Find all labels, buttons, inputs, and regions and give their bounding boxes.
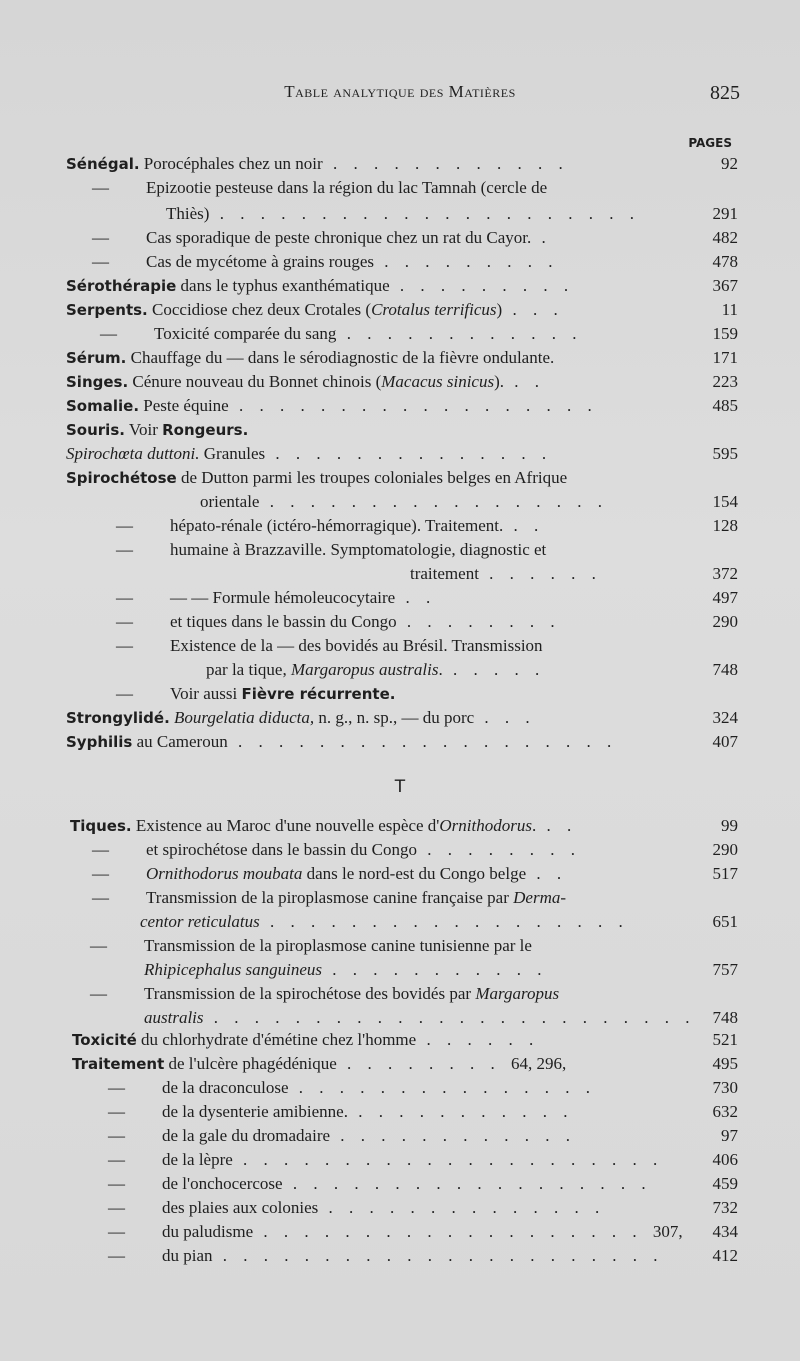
leader-dots: . . . . . . . . . . . . [336, 324, 583, 343]
entry-body: dans le typhus exanthématique [176, 276, 390, 295]
leader-dots: . . [395, 588, 437, 607]
entry-body: de la dysenterie amibienne. [162, 1102, 348, 1121]
index-entry [0, 466, 738, 489]
leader-dots: . . . . . . . . . . . . [322, 154, 569, 173]
page-ref: 159 [712, 324, 738, 343]
index-entry [0, 298, 738, 321]
entry-body: Voir [124, 420, 163, 439]
index-entry [0, 610, 738, 633]
entry-body: humaine à Brazzaville. Symptomatologie, diagnostic et [170, 540, 547, 559]
page-ref: 748 [712, 1008, 738, 1027]
entry-text [162, 1124, 576, 1147]
ditto-dash: — [92, 252, 109, 271]
ditto-dash: — [116, 636, 133, 655]
entry-text [66, 706, 536, 729]
page-ref: 757 [712, 960, 738, 979]
leader-dots: . . . . . . . . . [374, 252, 559, 271]
ditto-dash: — [116, 684, 133, 703]
leader-dots: . . [503, 516, 545, 535]
index-entry [0, 490, 738, 513]
index-entry [0, 1196, 738, 1219]
entry-text [170, 538, 546, 561]
leader-dots: . . . . . . . . . . . . . . . . . . [259, 912, 629, 931]
index-entry [0, 1028, 738, 1051]
entry-body: Epizootie pesteuse dans la région du lac Tamnah (cercle de [146, 178, 548, 197]
page-ref: 412 [712, 1246, 738, 1265]
page-ref: 732 [712, 1198, 738, 1217]
entry-text [146, 838, 581, 861]
section-letter: T [394, 777, 406, 797]
entry-body: Cénure nouveau du Bonnet chinois ( [128, 372, 382, 391]
ditto-dash: — [92, 864, 109, 883]
index-entry [0, 274, 738, 297]
page-ref: 478 [712, 252, 738, 271]
entry-body: de la gale du dromadaire [162, 1126, 331, 1145]
page-ref: 291 [712, 204, 738, 223]
entry-text [146, 886, 566, 909]
index-entry [0, 1100, 738, 1123]
entry-text [162, 1100, 573, 1123]
entry-keyword: Sérothérapie [66, 277, 177, 295]
ditto-dash: — [108, 1102, 125, 1121]
leader-dots: . [531, 228, 552, 247]
entry-body: Coccidiose chez deux Crotales ( [147, 300, 372, 319]
page-ref: 11 [721, 300, 738, 319]
page-ref: 406 [712, 1150, 738, 1169]
entry-text [66, 466, 567, 489]
leader-dots: . . . . . . . . . . . [322, 960, 548, 979]
index-entry [0, 838, 738, 861]
index-entry [0, 1148, 738, 1171]
entry-text [162, 1172, 652, 1195]
page-ref: 367 [712, 276, 738, 295]
index-entry [0, 152, 738, 175]
entry-body: — — Formule hémoleucocytaire [170, 588, 396, 607]
entry-text [146, 250, 559, 273]
index-entry [0, 958, 738, 981]
page-ref: 407 [712, 732, 738, 751]
ditto-dash: — [116, 540, 133, 559]
entry-body: Transmission de la piroplasmose canine française par [146, 888, 514, 907]
page-ref: 290 [712, 612, 738, 631]
entry-keyword: Somalie. [66, 397, 140, 415]
page-ref: 97 [721, 1126, 738, 1145]
page-ref: 748 [712, 660, 738, 679]
index-entry [0, 1076, 738, 1099]
index-entry [0, 418, 738, 441]
index-entry [0, 706, 738, 729]
index-entry [0, 586, 738, 609]
leader-dots: . . . . . [442, 660, 546, 679]
entry-text [66, 442, 552, 465]
leader-dots: . . . . . . . . . . . . . . . . . . [228, 396, 598, 415]
entry-text [162, 1196, 605, 1219]
entry-body: du paludisme [162, 1222, 254, 1241]
entry-body: ) [496, 300, 503, 319]
index-entry [0, 982, 738, 1005]
index-entry [0, 442, 738, 465]
entry-keyword: Sérum. [66, 349, 127, 367]
leader-dots: . . . . . . . . . . . . . . . . . . . . . . [212, 1246, 664, 1265]
entry-body: Existence au Maroc d'une nouvelle espèce d' [131, 816, 440, 835]
entry-text [66, 298, 564, 321]
entry-body: Cas de mycétome à grains rouges [146, 252, 375, 271]
entry-keyword: Toxicité [72, 1031, 137, 1049]
entry-body: Thiès) [166, 204, 210, 223]
index-entry [0, 322, 738, 345]
entry-body: et spirochétose dans le bassin du Congo [146, 840, 418, 859]
entry-body: Peste équine [139, 396, 229, 415]
entry-text [70, 814, 577, 837]
leader-dots: . . . . . . . . . . . . . . . . . [259, 492, 608, 511]
entry-text [140, 910, 629, 933]
entry-text [146, 176, 547, 199]
entry-text [170, 586, 436, 609]
index-entry [0, 370, 738, 393]
entry-body: . [438, 660, 443, 679]
leader-dots: . . . . . . . . . . . . . . . . . . . . . . . . [203, 1008, 696, 1027]
entry-text [144, 982, 559, 1005]
entry-text [162, 1220, 683, 1243]
entry-body: par la tique, [206, 660, 291, 679]
entry-body: ). [494, 372, 504, 391]
ditto-dash: — [108, 1246, 125, 1265]
entry-italic: Derma- [513, 888, 567, 907]
entry-text [72, 1052, 566, 1075]
entry-keyword: Serpents. [66, 301, 148, 319]
entry-keyword: Traitement [72, 1055, 165, 1073]
ditto-dash: — [100, 324, 117, 343]
entry-text [66, 394, 598, 417]
leader-dots: . . . . . . . . . . . . [330, 1126, 577, 1145]
page-ref: 730 [712, 1078, 738, 1097]
ditto-dash: — [92, 840, 109, 859]
index-entry [0, 346, 738, 369]
entry-keyword: Spirochétose [66, 469, 177, 487]
page-ref: 324 [712, 708, 738, 727]
ditto-dash: — [108, 1198, 125, 1217]
entry-body: de Dutton parmi les troupes coloniales belges en Afrique [176, 468, 568, 487]
index-entry [0, 250, 738, 273]
header-title: Table analytique des Matières [284, 82, 516, 101]
leader-dots: . . . . . . . . . . . . . . . . . . . . . [232, 1150, 664, 1169]
entry-body: . [531, 816, 537, 835]
index-entry [0, 1220, 738, 1243]
leader-dots: . . . . . . . . . . . . . . . . . . . [227, 732, 618, 751]
entry-text [162, 1076, 596, 1099]
entry-text [170, 634, 543, 657]
ditto-dash: — [108, 1222, 125, 1241]
leader-dots: . . . . . . . . [336, 1054, 512, 1073]
entry-text [146, 862, 567, 885]
entry-body: traitement [410, 564, 479, 583]
ditto-dash: — [108, 1126, 125, 1145]
index-entry [0, 1052, 738, 1075]
page-ref: 128 [712, 516, 738, 535]
entry-extra-pages: 64, 296, [511, 1054, 567, 1073]
entry-italic: Spirochœta duttoni. [66, 444, 200, 463]
index-entry [0, 514, 738, 537]
entry-body: au Cameroun [132, 732, 228, 751]
leader-dots: . . . [502, 300, 564, 319]
entry-body: de l'onchocercose [162, 1174, 283, 1193]
page-ref: 517 [712, 864, 738, 883]
entry-keyword: Souris. [66, 421, 125, 439]
entry-text [170, 514, 544, 537]
ditto-dash: — [108, 1150, 125, 1169]
page-ref: 223 [712, 372, 738, 391]
entry-text [66, 346, 554, 369]
entry-keyword: Singes. [66, 373, 129, 391]
index-entry [0, 226, 738, 249]
leader-dots: . . . . . . [416, 1030, 540, 1049]
entry-text [166, 202, 640, 225]
entry-body: Porocéphales chez un noir [139, 154, 323, 173]
entry-body: Transmission de la spirochétose des bovidés par [144, 984, 476, 1003]
index-entry [0, 730, 738, 753]
entry-text [66, 152, 569, 175]
entry-text [144, 1006, 696, 1029]
entry-body: Transmission de la piroplasmose canine tunisienne par le [144, 936, 532, 955]
leader-dots: . . . . . . . . . . . . . . . . . . [282, 1174, 652, 1193]
leader-dots: . . . . . . . . . . . . . . . . . . . . . [209, 204, 640, 223]
entry-text [66, 730, 617, 753]
page-ref: 171 [712, 348, 738, 367]
entry-body: du pian [162, 1246, 213, 1265]
entry-keyword: Sénégal. [66, 155, 140, 173]
page-ref: 521 [712, 1030, 738, 1049]
entry-body: Granules [199, 444, 266, 463]
entry-text [162, 1244, 664, 1267]
page-ref: 651 [712, 912, 738, 931]
entry-italic: Bourgelatia diducta, [174, 708, 315, 727]
ditto-dash: — [92, 178, 109, 197]
leader-dots: . . . . . . . . . . . [347, 1102, 574, 1121]
entry-italic: Ornithodorus [439, 816, 532, 835]
leader-dots: . . . . . . . . . . . . . . [318, 1198, 606, 1217]
index-entry [0, 394, 738, 417]
leader-dots: . . . . . . . . . [389, 276, 575, 295]
entry-italic: Ornithodorus moubata [146, 864, 303, 883]
entry-keyword: Fièvre récurrente. [241, 685, 396, 703]
entry-text [66, 418, 248, 441]
ditto-dash: — [116, 516, 133, 535]
ditto-dash: — [92, 888, 109, 907]
leader-dots: . . [536, 816, 578, 835]
leader-dots: . . . . . . . . . . . . . . [265, 444, 553, 463]
ditto-dash: — [116, 588, 133, 607]
page-ref: 459 [712, 1174, 738, 1193]
page-ref: 434 [712, 1222, 738, 1241]
entry-text [66, 274, 574, 297]
leader-dots: . . [504, 372, 545, 391]
page-ref: 485 [712, 396, 738, 415]
entry-text [146, 226, 552, 249]
entry-body: de l'ulcère phagédénique [164, 1054, 337, 1073]
index-entry [0, 1172, 738, 1195]
entry-body: n. g., n. sp., — du porc [314, 708, 475, 727]
entry-text [154, 322, 582, 345]
entry-keyword: Rongeurs. [162, 421, 249, 439]
page-ref: 595 [712, 444, 738, 463]
entry-text [66, 370, 545, 393]
index-entry [0, 862, 738, 885]
page-ref: 99 [721, 816, 738, 835]
entry-text [410, 562, 602, 585]
index-entry [0, 1124, 738, 1147]
entry-body: dans le nord-est du Congo belge [302, 864, 527, 883]
entry-italic: Macacus sinicus [381, 372, 495, 391]
entry-italic: centor reticulatus [140, 912, 260, 931]
pages-column-label: PAGES [688, 136, 732, 150]
entry-text [170, 610, 561, 633]
entry-body: Chauffage du — dans le sérodiagnostic de la fièvre ondulante. [126, 348, 555, 367]
entry-text [144, 934, 532, 957]
running-header [0, 82, 800, 106]
leader-dots: . . . . . . . . [417, 840, 582, 859]
index-entry [0, 176, 738, 199]
entry-italic: Margaropus [475, 984, 560, 1003]
leader-dots: . . . . . . . . . . . . . . . . . . . [253, 1222, 653, 1241]
entry-italic: Margaropus australis [290, 660, 439, 679]
entry-text [72, 1028, 539, 1051]
entry-text [206, 658, 545, 681]
entry-keyword: Syphilis [66, 733, 133, 751]
leader-dots: . . . . . . [478, 564, 602, 583]
page-ref: 632 [712, 1102, 738, 1121]
index-entry [0, 682, 738, 705]
leader-dots: . . . . . . . . [396, 612, 561, 631]
entry-italic: Crotalus terrificus [371, 300, 497, 319]
page-ref: 372 [712, 564, 738, 583]
ditto-dash: — [92, 228, 109, 247]
entry-body: Toxicité comparée du sang [154, 324, 337, 343]
page-ref: 495 [712, 1054, 738, 1073]
page-ref: 92 [721, 154, 738, 173]
page-ref: 290 [712, 840, 738, 859]
entry-body: Voir aussi [170, 684, 242, 703]
index-entry [0, 538, 738, 561]
entry-body: des plaies aux colonies [162, 1198, 319, 1217]
index-entry [0, 934, 738, 957]
index-entry [0, 1244, 738, 1267]
entry-text [170, 682, 395, 705]
index-entry [0, 1006, 738, 1029]
entry-text [200, 490, 608, 513]
ditto-dash: — [90, 984, 107, 1003]
index-entry [0, 910, 738, 933]
index-entry [0, 814, 738, 837]
ditto-dash: — [108, 1078, 125, 1097]
entry-body: orientale [200, 492, 260, 511]
index-entry [0, 658, 738, 681]
ditto-dash: — [116, 612, 133, 631]
entry-text [144, 958, 548, 981]
entry-body: de la draconculose [162, 1078, 289, 1097]
entry-extra-pages: 307, [652, 1222, 683, 1241]
entry-keyword: Tiques. [70, 817, 132, 835]
index-entry [0, 562, 738, 585]
page-ref: 154 [712, 492, 738, 511]
entry-body: Cas sporadique de peste chronique chez un rat du Cayor. [146, 228, 532, 247]
leader-dots: . . . . . . . . . . . . . . . [288, 1078, 596, 1097]
entry-body: hépato-rénale (ictéro-hémorragique). Traitement. [170, 516, 504, 535]
ditto-dash: — [90, 936, 107, 955]
entry-body: du chlorhydrate d'émétine chez l'homme [136, 1030, 417, 1049]
entry-italic: Rhipicephalus sanguineus [144, 960, 323, 979]
entry-body: de la lèpre [162, 1150, 233, 1169]
entry-italic: australis [144, 1008, 204, 1027]
page-ref: 482 [712, 228, 738, 247]
index-entry [0, 634, 738, 657]
entry-body: Existence de la — des bovidés au Brésil. Transmission [170, 636, 543, 655]
page-number: 825 [710, 82, 740, 104]
entry-keyword: Strongylidé. [66, 709, 170, 727]
leader-dots: . . [526, 864, 568, 883]
index-entry [0, 202, 738, 225]
index-entry [0, 886, 738, 909]
entry-text [162, 1148, 663, 1171]
ditto-dash: — [108, 1174, 125, 1193]
entry-body: et tiques dans le bassin du Congo [170, 612, 397, 631]
leader-dots: . . . [474, 708, 536, 727]
page-ref: 497 [712, 588, 738, 607]
